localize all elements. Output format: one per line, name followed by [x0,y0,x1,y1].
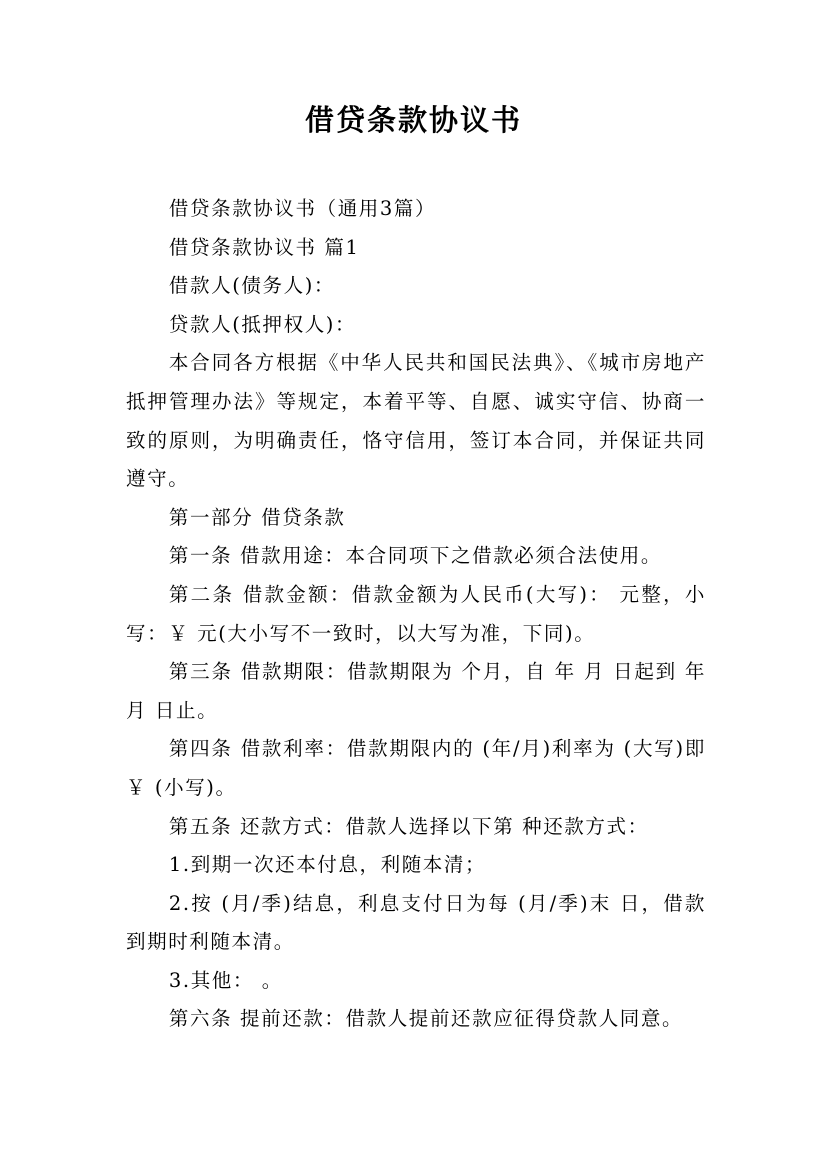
paragraph: 第一部分 借贷条款 [168,505,346,529]
paragraph: 第五条 还款方式：借款人选择以下第 种还款方式： [168,814,649,838]
paragraph: 借贷条款协议书（通用3篇） [168,197,437,220]
paragraph: 第二条 借款金额：借款金额为人民币(大写)： 元整，小写：￥ 元(大小写不一致时，以大写为准，下同)。 [126,582,706,645]
paragraph: 第一条 借款用途：本合同项下之借款必须合法使用。 [168,544,662,568]
paragraph: 1.到期一次还本付息，利随本清； [168,853,487,877]
document-title: 借贷条款协议书 [304,103,522,137]
paragraph: 借款人(债务人)： [168,274,336,298]
document-body [126,190,706,1039]
paragraph: 第六条 提前还款：借款人提前还款应征得贷款人同意。 [168,1007,684,1031]
paragraph: 3.其他： 。 [168,968,283,992]
paragraph: 贷款人(抵押权人)： [168,312,357,336]
paragraph: 第四条 借款利率：借款期限内的 (年/月)利率为 (大写)即￥ (小写)。 [126,737,706,799]
paragraph: 本合同各方根据《中华人民共和国民法典》、《城市房地产抵押管理办法》等规定，本着平等、自愿、诚实守信、协商一致的原则，为明确责任，恪守信用，签订本合同，并保证共同遵守。 [126,351,706,491]
paragraph: 2.按 (月/季)结息，利息支付日为每 (月/季)末 日，借款到期时利随本清。 [126,891,706,954]
paragraph: 借贷条款协议书 篇1 [168,235,360,259]
paragraph: 第三条 借款期限：借款期限为 个月，自 年 月 日起到 年 月 日止。 [126,660,706,722]
